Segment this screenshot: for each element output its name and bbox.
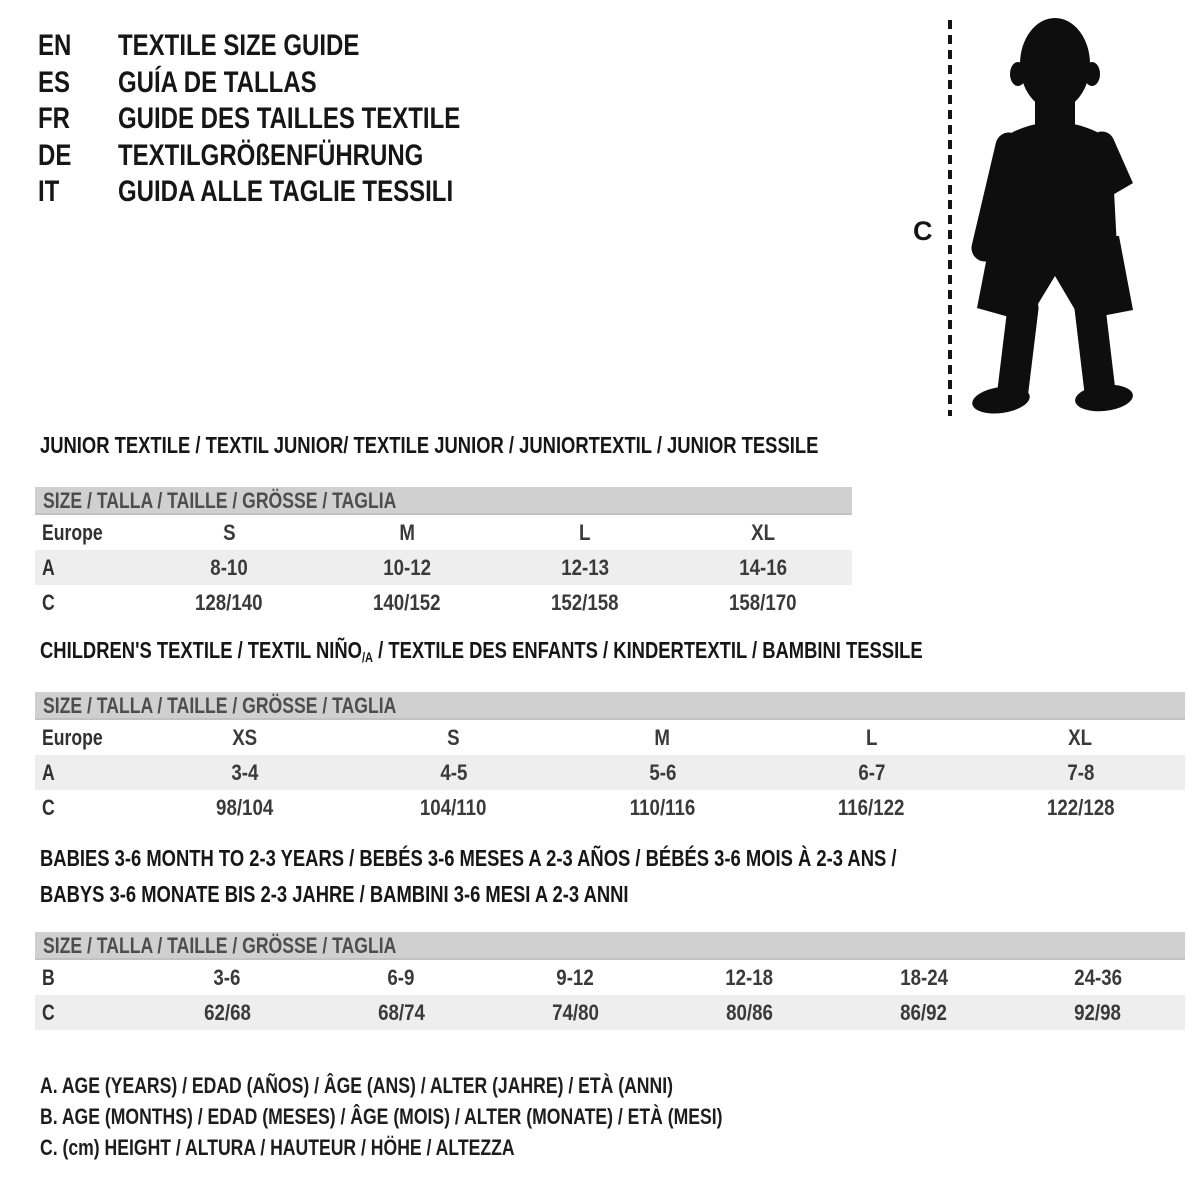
months-value: 24-36	[1073, 964, 1122, 990]
title-row-fr	[38, 101, 546, 138]
children-row-europe	[35, 720, 1185, 755]
height-value: 68/74	[377, 999, 425, 1025]
months-value: 6-9	[387, 964, 415, 990]
page-title-es: GUÍA DE TALLAS	[118, 65, 317, 99]
height-value: 86/92	[900, 999, 948, 1025]
age-value: 5-6	[648, 759, 677, 785]
months-value: 3-6	[213, 964, 241, 990]
babies-heading-line2: BABYS 3-6 MONATE BIS 2-3 JAHRE / BAMBINI 3-6 MESI A 2-3 ANNI	[40, 881, 629, 908]
lang-code-fr: FR	[38, 102, 70, 136]
babies-row-months	[35, 960, 1185, 995]
row-label: B	[42, 964, 55, 990]
age-value: 10-12	[383, 554, 431, 580]
babies-row-height	[35, 995, 1185, 1030]
size-value: XL	[751, 519, 775, 545]
page-title-fr: GUIDE DES TAILLES TEXTILE	[118, 102, 461, 136]
row-label: A	[42, 554, 55, 580]
row-label: Europe	[42, 724, 103, 750]
height-value: 128/140	[195, 589, 263, 615]
size-value: M	[654, 724, 671, 750]
row-label: Europe	[42, 519, 103, 545]
size-value: S	[222, 519, 236, 545]
children-table-header-bar: SIZE / TALLA / TAILLE / GRÖSSE / TAGLIA	[35, 692, 1185, 720]
lang-code-en: EN	[38, 29, 72, 63]
legend	[40, 1070, 893, 1163]
height-value: 152/158	[551, 589, 619, 615]
age-value: 6-7	[857, 759, 886, 785]
row-label: C	[42, 589, 55, 615]
babies-heading-line1: BABIES 3-6 MONTH TO 2-3 YEARS / BEBÉS 3-6 MESES A 2-3 AÑOS / BÉBÉS 3-6 MOIS À 2-3 ANS /	[40, 845, 897, 871]
row-label: A	[42, 759, 55, 785]
row-label: C	[42, 794, 55, 820]
children-size-table	[35, 692, 1185, 825]
legend-line-b: B. AGE (MONTHS) / EDAD (MESES) / ÂGE (MOIS) / ALTER (MONATE) / ETÀ (MESI)	[40, 1103, 723, 1129]
size-value: L	[579, 519, 591, 545]
junior-size-table	[35, 487, 852, 620]
height-value: 140/152	[373, 589, 441, 615]
age-value: 14-16	[739, 554, 787, 580]
legend-line-a: A. AGE (YEARS) / EDAD (AÑOS) / ÂGE (ANS) / ALTER (JAHRE) / ETÀ (ANNI)	[40, 1072, 673, 1098]
age-value: 8-10	[210, 554, 248, 580]
size-value: S	[447, 724, 460, 750]
children-section-heading: CHILDREN'S TEXTILE / TEXTIL $NIÑO_{/A}$ / TEXTILE DES ENFANTS / KINDERTEXTIL / BAMBINI TESSILE	[40, 637, 923, 665]
months-value: 9-12	[556, 964, 595, 990]
title-row-es	[38, 65, 546, 102]
height-value: 98/104	[215, 794, 274, 820]
height-figure	[905, 0, 1185, 435]
junior-row-europe	[35, 515, 852, 550]
lang-code-it: IT	[38, 175, 60, 209]
age-value: 12-13	[561, 554, 609, 580]
babies-section-heading	[40, 846, 1111, 908]
age-value: 7-8	[1066, 759, 1095, 785]
height-value: 80/86	[726, 999, 773, 1025]
height-value: 116/122	[838, 794, 905, 820]
months-value: 12-18	[725, 964, 774, 990]
babies-table-header-bar: SIZE / TALLA / TAILLE / GRÖSSE / TAGLIA	[35, 932, 1185, 960]
size-value: M	[399, 519, 415, 545]
height-value: 74/80	[552, 999, 599, 1025]
lang-code-de: DE	[38, 138, 72, 172]
children-row-age	[35, 755, 1185, 790]
height-dashed-line	[948, 20, 952, 416]
junior-row-age	[35, 550, 852, 585]
height-value: 92/98	[1074, 999, 1122, 1025]
height-value: 104/110	[420, 794, 487, 820]
height-value: 122/128	[1046, 794, 1115, 820]
title-block	[38, 28, 546, 211]
title-row-de	[38, 138, 546, 175]
junior-table-header-bar: SIZE / TALLA / TAILLE / GRÖSSE / TAGLIA	[35, 487, 852, 515]
children-row-height	[35, 790, 1185, 825]
lang-code-es: ES	[38, 65, 71, 99]
size-value: XL	[1068, 724, 1093, 750]
height-measure-label: C	[913, 216, 933, 246]
title-row-en	[38, 28, 546, 65]
page-title-en: TEXTILE SIZE GUIDE	[118, 29, 360, 63]
toddler-silhouette-image	[963, 10, 1148, 422]
height-value: 110/116	[629, 794, 696, 820]
height-value: 62/68	[203, 999, 251, 1025]
height-value: 158/170	[729, 589, 797, 615]
title-row-it	[38, 174, 546, 211]
row-label: C	[42, 999, 55, 1025]
page-title-de: TEXTILGRÖßENFÜHRUNG	[118, 138, 424, 172]
size-value: L	[865, 724, 878, 750]
age-value: 3-4	[230, 759, 259, 785]
junior-row-height	[35, 585, 852, 620]
legend-line-c: C. (cm) HEIGHT / ALTURA / HAUTEUR / HÖHE / ALTEZZA	[40, 1134, 515, 1160]
page-title-it: GUIDA ALLE TAGLIE TESSILI	[118, 175, 454, 209]
size-value: XS	[232, 724, 257, 750]
age-value: 4-5	[439, 759, 468, 785]
babies-size-table	[35, 932, 1185, 1030]
months-value: 18-24	[899, 964, 948, 990]
junior-section-heading: JUNIOR TEXTILE / TEXTIL JUNIOR/ TEXTILE JUNIOR / JUNIORTEXTIL / JUNIOR TESSILE	[40, 432, 819, 458]
heading-subscript: /A	[361, 649, 374, 665]
